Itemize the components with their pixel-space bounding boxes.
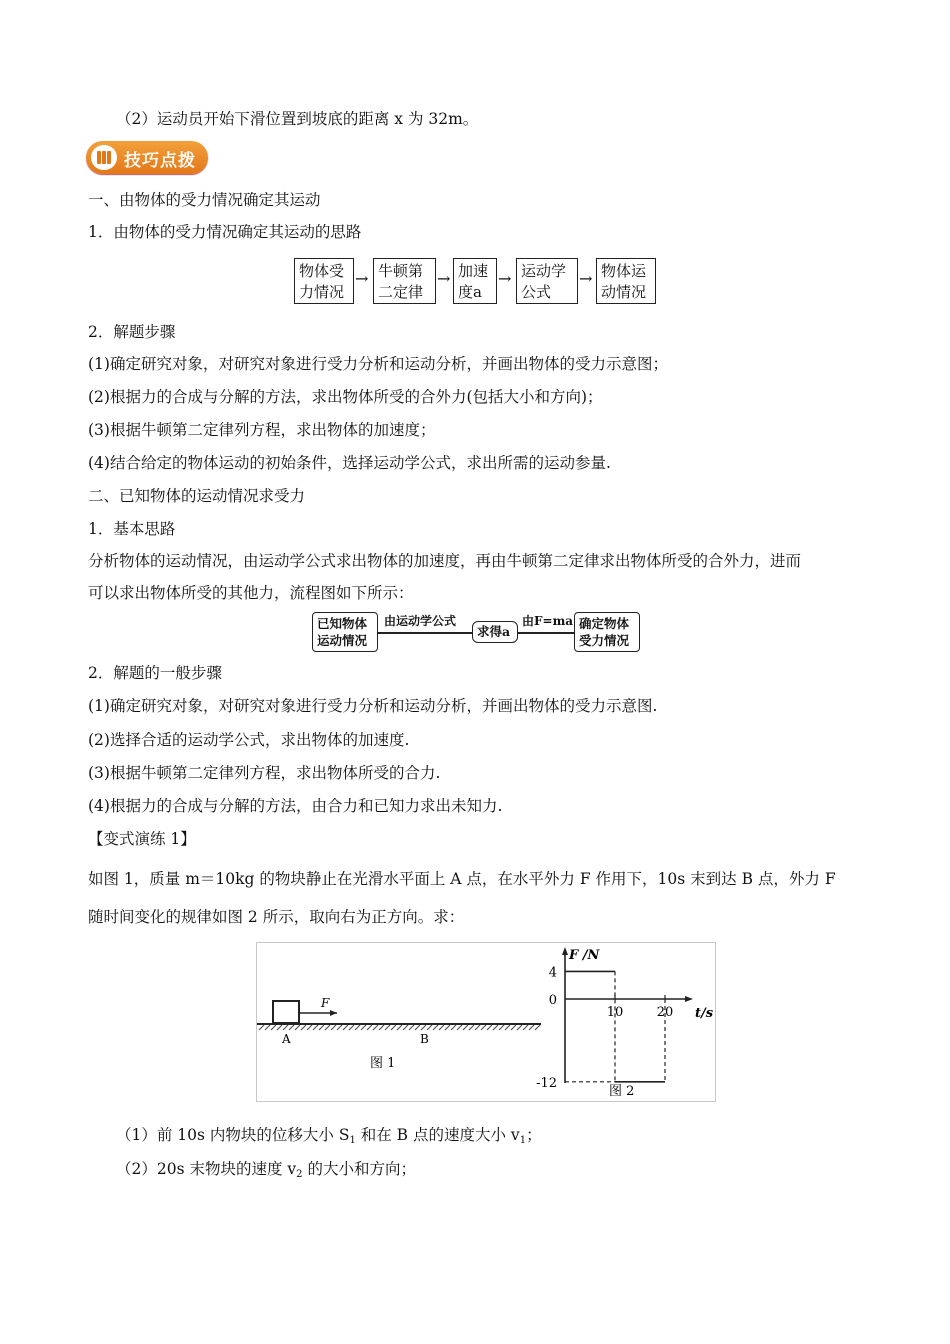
flow-box-force: 物体受力情况 — [294, 258, 354, 304]
hatch-line — [439, 1025, 444, 1030]
hatch-line — [355, 1025, 360, 1030]
hatch-line — [343, 1025, 348, 1030]
question-2-text: （2）20s 末物块的速度 v — [116, 1160, 297, 1178]
flow2-box-determine-force: 确定物体受力情况 — [574, 612, 640, 652]
ground-hatching — [259, 1025, 540, 1030]
hatch-line — [457, 1025, 462, 1030]
exercise-title: 【变式演练 1】 — [88, 830, 196, 848]
section2-steps-heading: 2．解题的一般步骤 — [88, 664, 222, 682]
subscript: 2 — [296, 1169, 303, 1180]
exercise-text-line: 随时间变化的规律如图 2 所示，取向右为正方向。求： — [88, 908, 465, 926]
exercise-figure — [256, 942, 716, 1102]
section1-step: (1)确定研究对象，对研究对象进行受力分析和运动分析，并画出物体的受力示意图； — [88, 355, 668, 373]
point-a-label: A — [282, 1032, 291, 1046]
question-1-text: 和在 B 点的速度大小 v — [355, 1126, 520, 1144]
y-tick-label: 0 — [548, 993, 557, 1008]
hatch-line — [475, 1025, 480, 1030]
hatch-line — [367, 1025, 372, 1030]
y-tick-label: -12 — [536, 1075, 557, 1091]
figure2-caption: 图 2 — [609, 1084, 635, 1099]
force-time-chart — [536, 947, 714, 1099]
hatch-line — [349, 1025, 354, 1030]
flow2-connector — [378, 632, 472, 634]
flow-arrow-icon: → — [498, 269, 512, 288]
hatch-line — [421, 1025, 426, 1030]
section1-step: (2)根据力的合成与分解的方法，求出物体所受的合外力(包括大小和方向)； — [88, 388, 603, 406]
flow-box-acceleration: 加速度a — [453, 258, 497, 304]
hatch-line — [337, 1025, 342, 1030]
section2-step: (4)根据力的合成与分解的方法，由合力和已知力求出未知力. — [88, 797, 503, 815]
figure-svg — [257, 943, 715, 1101]
hatch-line — [511, 1025, 516, 1030]
y-tick-label: 4 — [548, 965, 557, 981]
hatch-line — [277, 1025, 282, 1030]
flow-arrow-icon: → — [437, 269, 451, 288]
hatch-line — [529, 1025, 534, 1030]
hatch-line — [379, 1025, 384, 1030]
section2-subheading: 1．基本思路 — [88, 520, 176, 538]
hatch-line — [373, 1025, 378, 1030]
section1-subheading: 1．由物体的受力情况确定其运动的思路 — [88, 223, 362, 241]
x-axis-arrowhead-icon — [685, 996, 693, 1002]
hatch-line — [427, 1025, 432, 1030]
flow-box-motion: 物体运动情况 — [596, 258, 656, 304]
hatch-line — [325, 1025, 330, 1030]
hatch-line — [313, 1025, 318, 1030]
flow2-label-kinematics: 由运动学公式 — [384, 614, 457, 628]
hatch-line — [433, 1025, 438, 1030]
previous-answer: （2）运动员开始下滑位置到坡底的距离 x 为 32m。 — [116, 110, 479, 128]
hatch-line — [391, 1025, 396, 1030]
section1-heading: 一、由物体的受力情况确定其运动 — [88, 191, 321, 209]
section1-steps-heading: 2．解题步骤 — [88, 323, 176, 341]
question-1 — [116, 1124, 542, 1152]
hatch-line — [271, 1025, 276, 1030]
y-axis-arrowhead-icon — [562, 947, 568, 955]
subscript: 1 — [519, 1135, 527, 1146]
hatch-line — [331, 1025, 336, 1030]
flow-arrow-icon: → — [355, 269, 369, 288]
section2-paragraph-line: 可以求出物体所受的其他力，流程图如下所示： — [88, 584, 414, 602]
x-tick-label: 20 — [656, 1005, 674, 1020]
flow-arrow-icon: → — [579, 269, 593, 288]
hatch-line — [535, 1025, 540, 1030]
flow-box-kinematics: 运动学公式 — [516, 258, 578, 304]
hatch-line — [463, 1025, 468, 1030]
hatch-line — [415, 1025, 420, 1030]
x-axis-label: t/s — [695, 1006, 714, 1021]
hatch-line — [445, 1025, 450, 1030]
motion-to-force-flowchart — [312, 610, 640, 654]
hatch-line — [493, 1025, 498, 1030]
hatch-line — [301, 1025, 306, 1030]
hatch-line — [523, 1025, 528, 1030]
hatch-line — [403, 1025, 408, 1030]
hatch-line — [499, 1025, 504, 1030]
badge-label: 技巧点拨 — [124, 151, 196, 171]
x-tick-label: 10 — [606, 1005, 624, 1020]
section2-step: (3)根据牛顿第二定律列方程，求出物体所受的合力. — [88, 764, 441, 782]
question-1-text: ； — [526, 1126, 542, 1144]
force-arrowhead-icon — [330, 1010, 337, 1016]
section2-step: (1)确定研究对象，对研究对象进行受力分析和运动分析，并画出物体的受力示意图. — [88, 697, 658, 715]
question-2-text: 的大小和方向； — [302, 1160, 416, 1178]
hatch-line — [505, 1025, 510, 1030]
hatch-line — [451, 1025, 456, 1030]
hatch-line — [289, 1025, 294, 1030]
section1-step: (4)结合给定的物体运动的初始条件，选择运动学公式，求出所需的运动参量. — [88, 454, 611, 472]
flow2-connector — [518, 632, 574, 634]
books-icon — [91, 145, 117, 170]
hatch-line — [361, 1025, 366, 1030]
section2-paragraph-line: 分析物体的运动情况，由运动学公式求出物体的加速度，再由牛顿第二定律求出物体所受的合外力，进而 — [88, 552, 802, 570]
hatch-line — [295, 1025, 300, 1030]
exercise-text-line: 如图 1，质量 m＝10kg 的物块静止在光滑水平面上 A 点，在水平外力 F 作用下，10s 末到达 B 点，外力 F — [88, 870, 836, 888]
hatch-line — [487, 1025, 492, 1030]
question-1-text: （1）前 10s 内物块的位移大小 S — [116, 1126, 350, 1144]
question-2 — [116, 1158, 416, 1186]
hatch-line — [259, 1025, 264, 1030]
hatch-line — [283, 1025, 288, 1030]
hatch-line — [397, 1025, 402, 1030]
hatch-line — [385, 1025, 390, 1030]
flow2-label-newton: 由F=ma — [522, 614, 574, 628]
hatch-line — [307, 1025, 312, 1030]
force-label: F — [321, 996, 330, 1010]
flow2-box-known-motion: 已知物体运动情况 — [312, 612, 378, 652]
hatch-line — [319, 1025, 324, 1030]
flow2-box-find-a: 求得a — [472, 621, 518, 643]
hatch-line — [265, 1025, 270, 1030]
hatch-line — [517, 1025, 522, 1030]
block — [273, 1001, 299, 1023]
section2-step: (2)选择合适的运动学公式，求出物体的加速度. — [88, 731, 410, 749]
point-b-label: B — [420, 1032, 429, 1046]
hatch-line — [469, 1025, 474, 1030]
figure1-caption: 图 1 — [370, 1056, 396, 1071]
section1-step: (3)根据牛顿第二定律列方程，求出物体的加速度； — [88, 421, 436, 439]
hatch-line — [481, 1025, 486, 1030]
tips-badge — [86, 141, 208, 174]
hatch-line — [409, 1025, 414, 1030]
section2-heading: 二、已知物体的运动情况求受力 — [88, 487, 306, 505]
flow-box-newton: 牛顿第二定律 — [373, 258, 436, 304]
y-axis-label: F /N — [569, 948, 600, 963]
subscript: 1 — [349, 1135, 356, 1146]
